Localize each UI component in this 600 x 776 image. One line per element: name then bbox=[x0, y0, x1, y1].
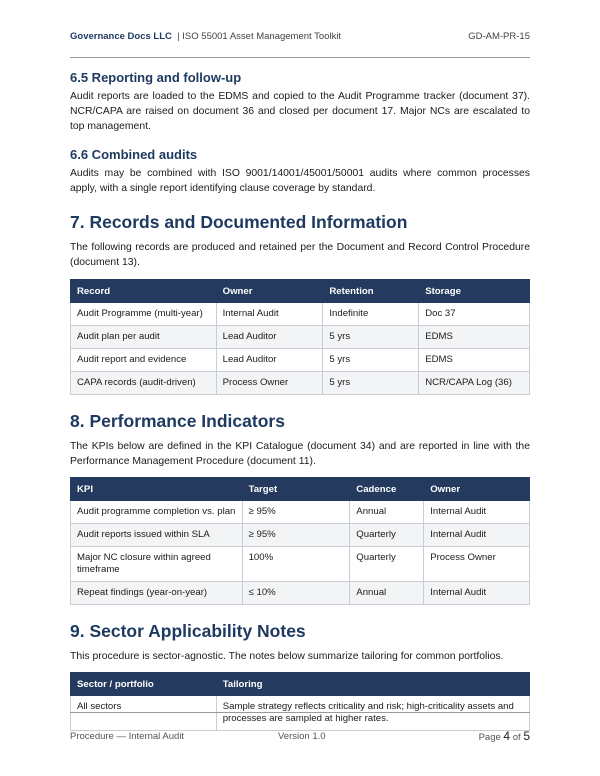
table-cell: EDMS bbox=[419, 326, 530, 349]
section-7-title: 7. Records and Documented Information bbox=[70, 212, 408, 232]
col-header: Cadence bbox=[350, 478, 424, 501]
table-row bbox=[71, 349, 530, 372]
footer-page-number bbox=[479, 729, 530, 743]
table-cell: Lead Auditor bbox=[216, 349, 323, 372]
table-cell: Internal Audit bbox=[216, 303, 323, 326]
table-cell: 5 yrs bbox=[323, 326, 419, 349]
footer-version: Version 1.0 bbox=[278, 731, 326, 742]
header-left bbox=[70, 31, 341, 42]
col-header: Record bbox=[71, 280, 217, 303]
section-9-title: 9. Sector Applicability Notes bbox=[70, 621, 306, 641]
table-cell: EDMS bbox=[419, 349, 530, 372]
table-cell: Repeat findings (year-on-year) bbox=[71, 582, 243, 605]
header-brand: Governance Docs LLC bbox=[70, 31, 172, 42]
section-6-6-title: 6.6 Combined audits bbox=[70, 147, 198, 162]
table-cell: ≥ 95% bbox=[242, 524, 350, 547]
records-table bbox=[70, 279, 530, 395]
table-row bbox=[71, 582, 530, 605]
table-cell: Major NC closure within agreed timeframe bbox=[71, 547, 243, 582]
page-footer bbox=[70, 712, 530, 753]
col-header: Sector / portfolio bbox=[71, 673, 217, 696]
header-separator: | bbox=[177, 31, 180, 42]
col-header: Retention bbox=[323, 280, 419, 303]
table-cell: ≥ 95% bbox=[242, 501, 350, 524]
col-header: Owner bbox=[216, 280, 323, 303]
table-row bbox=[71, 372, 530, 395]
col-header: Tailoring bbox=[216, 673, 529, 696]
table-cell: 100% bbox=[242, 547, 350, 582]
footer-doc-title: Procedure — Internal Audit bbox=[70, 731, 185, 742]
table-cell: Internal Audit bbox=[424, 582, 530, 605]
table-cell: All sectors bbox=[71, 696, 217, 731]
footer-of-word: of bbox=[512, 732, 521, 743]
table-row bbox=[71, 501, 530, 524]
table-cell: Audit plan per audit bbox=[71, 326, 217, 349]
table-cell: Indefinite bbox=[323, 303, 419, 326]
table-cell: Quarterly bbox=[350, 547, 424, 582]
table-row bbox=[71, 547, 530, 582]
table-cell: Internal Audit bbox=[424, 524, 530, 547]
footer-page-word: Page bbox=[478, 732, 501, 743]
table-cell: CAPA records (audit-driven) bbox=[71, 372, 217, 395]
records-table-header bbox=[71, 280, 530, 303]
page-header bbox=[70, 31, 530, 58]
col-header: Storage bbox=[419, 280, 530, 303]
col-header: Owner bbox=[424, 478, 530, 501]
sector-table-header bbox=[71, 673, 530, 696]
table-cell: 5 yrs bbox=[323, 372, 419, 395]
table-cell: Audit programme completion vs. plan bbox=[71, 501, 243, 524]
table-cell: Quarterly bbox=[350, 524, 424, 547]
table-row bbox=[71, 524, 530, 547]
section-8-body: The KPIs below are defined in the KPI Catalogue (document 34) and are reported in line with the Performance Management Procedure (document 11). bbox=[70, 441, 530, 467]
table-cell: Process Owner bbox=[216, 372, 323, 395]
kpi-table bbox=[70, 477, 530, 605]
table-cell: Audit reports issued within SLA bbox=[71, 524, 243, 547]
table-cell: NCR/CAPA Log (36) bbox=[419, 372, 530, 395]
table-cell: Annual bbox=[350, 501, 424, 524]
section-6-5-body: Audit reports are loaded to the EDMS and copied to the Audit Programme tracker (document 37). NCR/CAPA are raised on document 36 and closed per document 17. Major NCs are escalated to top management. bbox=[70, 91, 530, 132]
table-cell: Sample strategy reflects criticality and risk; high-criticality assets and processes are sampled at higher rates. bbox=[216, 696, 529, 731]
table-row bbox=[71, 326, 530, 349]
col-header: Target bbox=[242, 478, 350, 501]
section-9-body: This procedure is sector-agnostic. The notes below summarize tailoring for common portfolios. bbox=[70, 651, 504, 662]
table-cell: 5 yrs bbox=[323, 349, 419, 372]
table-cell: ≤ 10% bbox=[242, 582, 350, 605]
table-cell: Annual bbox=[350, 582, 424, 605]
footer-page-total: 5 bbox=[523, 729, 530, 743]
table-cell: Internal Audit bbox=[424, 501, 530, 524]
col-header: KPI bbox=[71, 478, 243, 501]
footer-page-current: 4 bbox=[503, 729, 511, 743]
page-content bbox=[70, 70, 530, 731]
section-7-body: The following records are produced and retained per the Document and Record Control Procedure (document 13). bbox=[70, 242, 530, 268]
section-6-5-title: 6.5 Reporting and follow-up bbox=[70, 70, 242, 85]
table-cell: Process Owner bbox=[424, 547, 530, 582]
section-6-6-body: Audits may be combined with ISO 9001/14001/45001/50001 audits where common processes apply, with a single report identifying clause coverage by standard. bbox=[70, 168, 530, 194]
table-cell: Lead Auditor bbox=[216, 326, 323, 349]
table-cell: Audit report and evidence bbox=[71, 349, 217, 372]
header-subtitle: ISO 55001 Asset Management Toolkit bbox=[182, 31, 342, 42]
section-8-title: 8. Performance Indicators bbox=[70, 411, 285, 431]
kpi-table-header bbox=[71, 478, 530, 501]
table-cell: Audit Programme (multi-year) bbox=[71, 303, 217, 326]
header-doc-id: GD-AM-PR-15 bbox=[468, 31, 530, 42]
table-cell: Doc 37 bbox=[419, 303, 530, 326]
table-row bbox=[71, 303, 530, 326]
